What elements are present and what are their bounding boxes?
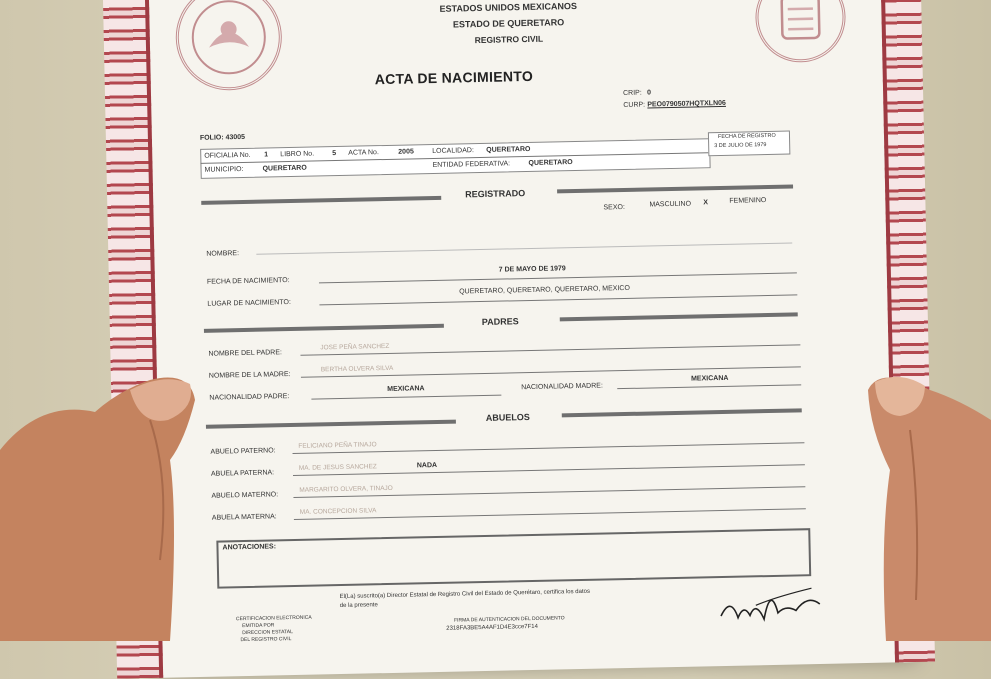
oficialia-label: OFICIALIA No. — [204, 151, 251, 160]
madre-label: NOMBRE DE LA MADRE: — [208, 371, 291, 380]
section-band — [204, 324, 444, 333]
fecha-registro-label: FECHA DE REGISTRO — [717, 132, 776, 141]
section-band — [206, 420, 456, 429]
abuela-paterna-label: ABUELA PATERNA: — [210, 469, 275, 478]
lugar-nacimiento-label: LUGAR DE NACIMIENTO: — [207, 299, 291, 308]
sexo-label: SEXO: — [603, 203, 625, 212]
document-title: ACTA DE NACIMIENTO — [374, 67, 534, 88]
fecha-registro-value: 3 DE JULIO DE 1979 — [714, 142, 767, 150]
abuela-paterna-tail: NADA — [416, 461, 438, 470]
abuelo-materno-value: MARGARITO OLVERA, TINAJO — [299, 484, 393, 494]
abuelo-paterno-value: FELICIANO PEÑA TINAJO — [298, 441, 377, 450]
padre-label: NOMBRE DEL PADRE: — [208, 349, 283, 358]
nacionalidad-madre-value: MEXICANA — [690, 374, 729, 383]
entidad-value: QUERETARO — [528, 159, 573, 167]
abuela-materna-label: ABUELA MATERNA: — [211, 513, 277, 522]
nacionalidad-padre-label: NACIONALIDAD PADRE: — [209, 393, 290, 402]
section-registrado: REGISTRADO — [465, 188, 526, 200]
fecha-line — [319, 272, 797, 283]
section-band — [560, 312, 798, 321]
curp-value: PEO0790507HQTXLN06 — [647, 99, 726, 109]
cert-elec-3: DIRECCION ESTATAL — [242, 629, 293, 637]
firma-label: FIRMA DE AUTENTICACION DEL DOCUMENTO — [454, 615, 565, 624]
right-hand — [820, 360, 991, 641]
fecha-nacimiento-label: FECHA DE NACIMIENTO: — [206, 277, 290, 286]
libro-value: 5 — [332, 150, 337, 158]
header-country: ESTADOS UNIDOS MEXICANOS — [439, 0, 578, 14]
municipio-value: QUERETARO — [262, 164, 307, 173]
crip-label: CRIP: — [622, 89, 642, 97]
nac-madre-line — [617, 384, 801, 389]
lugar-line — [319, 294, 797, 305]
localidad-label: LOCALIDAD: — [432, 147, 474, 156]
abuelo-materno-label: ABUELO MATERNO: — [211, 491, 279, 500]
padre-value: JOSE PEÑA SANCHEZ — [320, 342, 390, 352]
header-registry: REGISTRO CIVIL — [474, 33, 544, 46]
birth-certificate — [143, 0, 917, 678]
masculino-label: MASCULINO — [649, 200, 692, 209]
crip-value: 0 — [646, 89, 652, 97]
abuela-paterna-value: MA. DE JESUS SANCHEZ — [298, 463, 377, 472]
madre-value: BERTHA OLVERA SILVA — [320, 364, 394, 374]
anotaciones-label: ANOTACIONES: — [222, 543, 277, 552]
certifica-text-2: de la presente — [339, 602, 378, 610]
masculino-mark: X — [703, 199, 709, 207]
abuelo-paterno-label: ABUELO PATERNO: — [210, 447, 276, 456]
nombre-line — [256, 242, 792, 254]
header-state: ESTADO DE QUERETARO — [452, 17, 565, 30]
oficialia-value: 1 — [264, 151, 269, 159]
cert-elec-2: EMITIDA POR — [242, 622, 275, 630]
section-band — [557, 184, 793, 193]
entidad-label: ENTIDAD FEDERATIVA: — [432, 160, 511, 170]
firma-code: 2318FA3BE5A4AF1D4E3cce7F14 — [446, 623, 539, 632]
fecha-nacimiento-value: 7 DE MAYO DE 1979 — [498, 265, 566, 274]
nac-padre-line — [311, 395, 501, 400]
localidad-value: QUERETARO — [486, 145, 531, 154]
curp-label: CURP: — [623, 101, 646, 109]
handwritten-signature — [715, 574, 826, 636]
femenino-label: FEMENINO — [729, 197, 767, 205]
left-hand — [0, 360, 220, 641]
certifica-text: El(La) suscrito(a) Director Estatal de Registro Civil del Estado de Querétaro, certifica los datos — [339, 588, 590, 601]
section-padres: PADRES — [481, 316, 519, 328]
cert-elec-4: DEL REGISTRO CIVIL — [240, 636, 292, 644]
nacionalidad-madre-label: NACIONALIDAD MADRE: — [521, 382, 603, 392]
nacionalidad-padre-value: MEXICANA — [387, 385, 425, 394]
section-band — [562, 408, 802, 417]
municipio-label: MUNICIPIO: — [204, 165, 244, 174]
cert-elec-1: CERTIFICACION ELECTRONICA — [235, 614, 312, 623]
acta-value: 2005 — [398, 148, 414, 156]
nombre-label: NOMBRE: — [206, 250, 240, 258]
section-band — [201, 196, 441, 205]
section-abuelos: ABUELOS — [485, 412, 530, 423]
folio: FOLIO: 43005 — [199, 133, 246, 142]
acta-label: ACTA No. — [348, 149, 379, 157]
lugar-nacimiento-value: QUERETARO, QUERETARO, QUERETARO, MEXICO — [459, 284, 630, 296]
libro-label: LIBRO No. — [280, 150, 315, 159]
abuela-materna-value: MA. CONCEPCION SILVA — [299, 507, 377, 516]
